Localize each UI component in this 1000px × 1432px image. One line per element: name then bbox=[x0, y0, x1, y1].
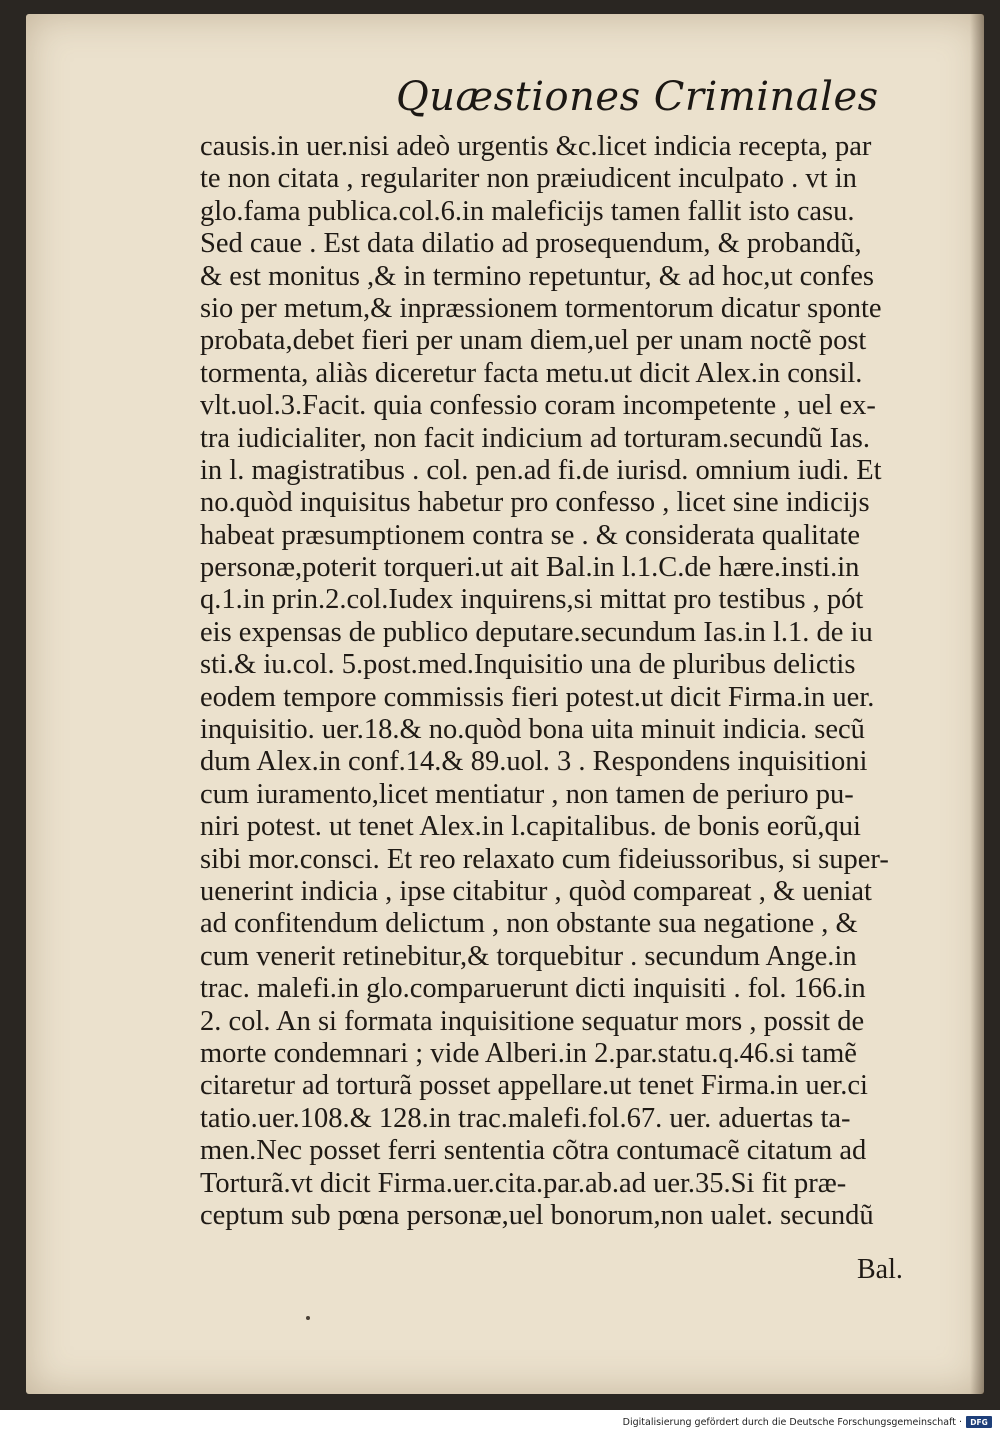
text-line: ceptum sub pœna personæ,uel bonorum,non ualet. secundũ bbox=[200, 1199, 874, 1231]
text-line: glo.fama publica.col.6.in maleficijs tamen fallit isto casu. bbox=[200, 195, 855, 227]
text-line: personæ,poterit torqueri.ut ait Bal.in l.1.C.de hære.insti.in bbox=[200, 552, 860, 584]
text-line: eodem tempore commissis fieri potest.ut dicit Firma.in uer. bbox=[200, 681, 875, 713]
text-line: tra iudicialiter, non facit indicium ad torturam.secundũ Ias. bbox=[200, 422, 870, 454]
text-line: trac. malefi.in glo.comparuerunt dicti inquisiti . fol. 166.in bbox=[200, 973, 866, 1005]
text-line: sio per metum,& inpræssionem tormentorum dicatur sponte bbox=[200, 292, 882, 324]
text-line: & est monitus ,& in termino repetuntur, & ad hoc,ut confes bbox=[200, 260, 875, 292]
text-line: morte condemnari ; vide Alberi.in 2.par.statu.q.46.si tamẽ bbox=[200, 1037, 857, 1069]
text-line: causis.in uer.nisi adeò urgentis &c.licet indicia recepta, par bbox=[200, 131, 872, 162]
text-line: dum Alex.in conf.14.& 89.uol. 3 . Respondens inquisitioni bbox=[200, 746, 868, 778]
text-line: te non citata , regulariter non præiudicent inculpato . vt in bbox=[200, 163, 857, 195]
text-line: sti.& iu.col. 5.post.med.Inquisitio una de pluribus delictis bbox=[200, 649, 856, 681]
text-line: eis expensas de publico deputare.secundum Ias.in l.1. de iu bbox=[200, 616, 873, 648]
text-line: no.quòd inquisitus habetur pro confesso , licet sine indicijs bbox=[200, 487, 870, 519]
text-line: Torturã.vt dicit Firma.uer.cita.par.ab.ad uer.35.Si fit præ- bbox=[200, 1167, 847, 1199]
text-line: tatio.uer.108.& 128.in trac.malefi.fol.67. uer. aduertas ta- bbox=[200, 1102, 851, 1134]
text-line: niri potest. ut tenet Alex.in l.capitalibus. de bonis eorũ,qui bbox=[200, 811, 861, 843]
text-line: ad confitendum delictum , non obstante sua negatione , & bbox=[200, 908, 858, 940]
text-line: cum venerit retinebitur,& torquebitur . secundum Ange.in bbox=[200, 940, 857, 972]
running-title: Quæstiones Criminales bbox=[396, 74, 879, 120]
text-line: habeat præsumptionem contra se . & considerata qualitate bbox=[200, 519, 861, 551]
text-line: citaretur ad torturã posset appellare.ut tenet Firma.in uer.ci bbox=[200, 1070, 868, 1102]
text-line: tormenta, aliàs diceretur facta metu.ut dicit Alex.in consil. bbox=[200, 357, 863, 389]
text-line: inquisitio. uer.18.& no.quòd bona uita minuit indicia. secũ bbox=[200, 714, 865, 746]
ink-speck bbox=[306, 1316, 310, 1320]
text-line: in l. magistratibus . col. pen.ad fi.de iurisd. omnium iudi. Et bbox=[200, 454, 882, 486]
catchword: Bal. bbox=[857, 1254, 903, 1285]
text-line: cum iuramento,licet mentiatur , non tamen de periuro pu- bbox=[200, 778, 854, 810]
digitization-footer bbox=[623, 1414, 992, 1430]
body-text bbox=[200, 131, 960, 1232]
text-line: men.Nec posset ferri sententia cõtra contumacẽ citatum ad bbox=[200, 1135, 867, 1167]
text-line: probata,debet fieri per unam diem,uel per unam noctẽ post bbox=[200, 325, 867, 357]
text-line: 2. col. An si formata inquisitione sequatur mors , possit de bbox=[200, 1005, 865, 1037]
text-line: Sed caue . Est data dilatio ad prosequendum, & probandũ, bbox=[200, 228, 862, 260]
text-line: vlt.uol.3.Facit. quia confessio coram incompetente , uel ex- bbox=[200, 390, 876, 422]
dfg-logo: DFG bbox=[966, 1416, 992, 1428]
text-line: uenerint indicia , ipse citabitur , quòd compareat , & ueniat bbox=[200, 875, 872, 907]
text-line: sibi mor.consci. Et reo relaxato cum fideiussoribus, si super- bbox=[200, 843, 889, 875]
text-line: q.1.in prin.2.col.Iudex inquirens,si mittat pro testibus , pót bbox=[200, 584, 864, 616]
funding-note: Digitalisierung gefördert durch die Deutsche Forschungsgemeinschaft · bbox=[622, 1416, 962, 1428]
